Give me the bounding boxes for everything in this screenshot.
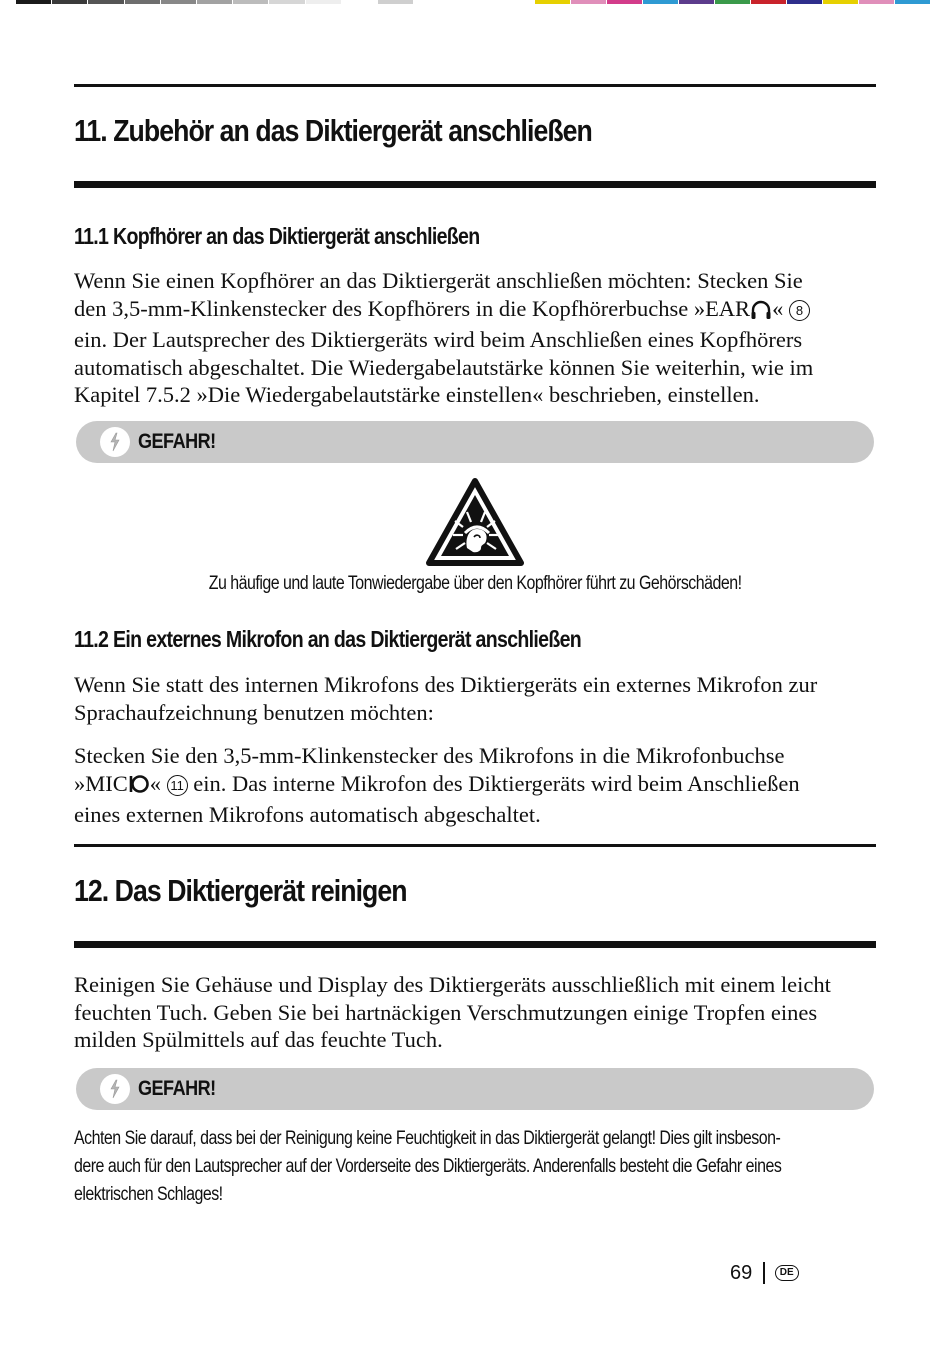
subsection-11-1-title: 11.1 Kopfhörer an das Diktiergerät anschließen xyxy=(74,223,480,249)
text-line: eines externen Mikrofons automatisch abgeschaltet. xyxy=(74,802,541,827)
text-line xyxy=(74,295,876,327)
text-line: Kapitel 7.5.2 »Die Wiedergabelautstärke einstellen« beschrieben, einstellen. xyxy=(74,382,760,407)
text-line: Wenn Sie statt des internen Mikrofons des Diktiergeräts ein externes Mikrofon zur xyxy=(74,672,818,697)
text-line: Stecken Sie den 3,5-mm-Klinkenstecker des Mikrofons in die Mikrofonbuchse xyxy=(74,743,785,768)
text-line: elektrischen Schlages! xyxy=(74,1184,223,1205)
section-11-title: 11. Zubehör an das Diktiergerät anschließen xyxy=(74,113,592,148)
manual-page xyxy=(74,0,876,1345)
danger-banner xyxy=(76,421,874,463)
text-line: feuchten Tuch. Geben Sie bei hartnäckigen Verschmutzungen einige Tropfen eines xyxy=(74,999,818,1025)
text-line: Achten Sie darauf, dass bei der Reinigung keine Feuchtigkeit in das Diktiergerät gelangt! Dies gilt insbeson- xyxy=(74,1128,781,1149)
text-line: Sprachaufzeichnung benutzen möchten: xyxy=(74,699,434,725)
danger-label: GEFAHR! xyxy=(138,430,216,453)
text-span: Zu häufige und laute Tonwiedergabe über den Kopfhörer führt zu Gehörschäden! xyxy=(208,573,742,594)
lightning-icon xyxy=(100,427,130,457)
lightning-icon xyxy=(100,1074,130,1104)
page-number: 69 xyxy=(730,1261,753,1284)
reference-number-badge: 11 xyxy=(167,775,188,796)
text-line: Reinigen Sie Gehäuse und Display des Diktiergeräts ausschließlich mit einem leicht xyxy=(74,972,831,997)
danger-label: GEFAHR! xyxy=(138,1077,216,1100)
text-span: den 3,5-mm-Klinkenstecker des Kopfhörers in die Kopfhörerbuchse »EAR xyxy=(74,295,751,321)
text-line: ein. Der Lautsprecher des Diktiergeräts wird beim Anschließen eines Kopfhörers xyxy=(74,327,803,352)
text-span: « xyxy=(149,770,162,796)
language-badge: DE xyxy=(775,1265,799,1281)
color-swatch xyxy=(895,0,931,4)
text-span: ein. Das interne Mikrofon des Diktiergeräts wird beim Anschließen xyxy=(193,770,800,796)
danger-banner xyxy=(76,1068,874,1110)
text-line: automatisch abgeschaltet. Die Wiedergabelautstärke können Sie weiterhin, wie im xyxy=(74,354,814,380)
headphone-warning-text xyxy=(74,573,876,595)
headphone-paragraph xyxy=(74,267,876,409)
microphone-intro-paragraph xyxy=(74,671,876,726)
text-span: « xyxy=(772,295,784,321)
text-line: Wenn Sie einen Kopfhörer an das Diktiergerät anschließen möchten: Stecken Sie xyxy=(74,268,803,293)
reference-number-badge: 8 xyxy=(789,300,810,321)
text-span: »MIC xyxy=(74,770,128,796)
section-rule-bottom xyxy=(74,941,876,948)
section-rule-top xyxy=(74,844,876,847)
section-rule-bottom xyxy=(74,181,876,188)
text-line: milden Spülmittels auf das feuchte Tuch. xyxy=(74,1027,443,1052)
microphone-instructions-paragraph xyxy=(74,742,876,829)
footer-divider xyxy=(763,1262,765,1284)
section-rule-top xyxy=(74,84,876,87)
section-12-title: 12. Das Diktiergerät reinigen xyxy=(74,873,407,908)
page-footer xyxy=(730,1260,799,1286)
subsection-11-2-title: 11.2 Ein externes Mikrofon an das Diktiergerät anschließen xyxy=(74,626,582,652)
hearing-damage-warning-icon xyxy=(425,477,525,572)
text-line: dere auch für den Lautsprecher auf der Vorderseite des Diktiergeräts. Anderenfalls besteht die Gefahr eines xyxy=(74,1156,782,1177)
color-swatch xyxy=(16,0,52,4)
text-line xyxy=(74,770,876,802)
cleaning-paragraph xyxy=(74,971,876,1054)
microphone-jack-icon xyxy=(128,773,150,802)
headphone-icon xyxy=(750,299,772,327)
cleaning-warning-text xyxy=(74,1125,864,1209)
